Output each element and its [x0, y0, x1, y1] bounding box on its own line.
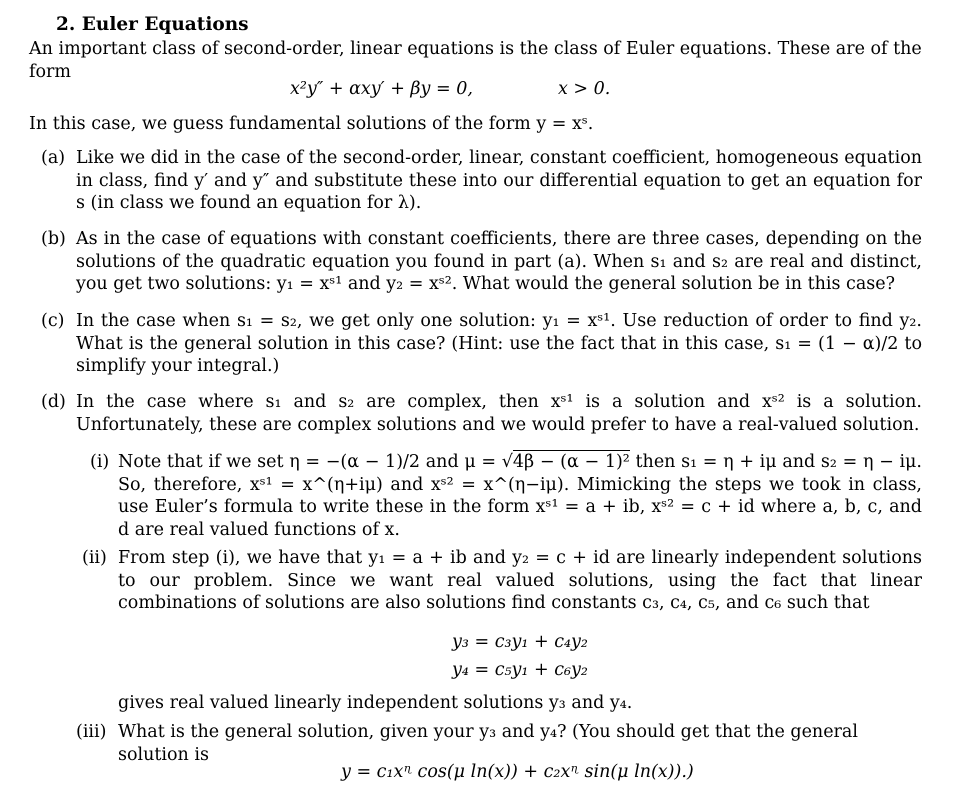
- part-b-label: (b): [41, 229, 66, 249]
- guess-paragraph: In this case, we guess fundamental solutions of the form y = xˢ.: [29, 114, 594, 134]
- part-a-text: Like we did in the case of the second-order, linear, constant coefficient, homogeneous equation in class, find y′ and y″ and substitute these into our differential equation to get an equation for s (in class we found an equation for λ).: [76, 148, 922, 213]
- subpart-ii-after: gives real valued linearly independent solutions y₃ and y₄.: [118, 693, 633, 713]
- part-c-text: In the case when s₁ = s₂, we get only one solution: y₁ = xˢ¹. Use reduction of order to find y₂. What is the general solution in this case? (Hint: use the fact that in this case, s₁ = (1 − α)/2 to simplify your integral.): [76, 311, 922, 376]
- subpart-ii-eq2: y₄ = c₅y₁ + c₆y₂: [452, 660, 588, 680]
- subpart-i-text: [118, 451, 922, 541]
- part-c-label: (c): [41, 311, 65, 331]
- subpart-i-text-2: then s₁ = η + iμ and s₂ = η − iμ. So, therefore, xˢ¹ = x^(η+iμ) and xˢ² = x^(η−iμ). Mimicking the steps we took in class, use Euler’s formula to write these in the form xˢ¹ = a + ib, xˢ² = c + id where a, b, c, and d are real valued functions of x.: [118, 452, 922, 540]
- final-equation: y = c₁xᶯ cos(μ ln(x)) + c₂xᶯ sin(μ ln(x)).): [341, 762, 694, 782]
- subpart-ii-text: From step (i), we have that y₁ = a + ib and y₂ = c + id are linearly independent solutions to our problem. Since we want real valued solutions, using the fact that linear combinations of solutions are also solutions find constants c₃, c₄, c₅, and c₆ such that: [118, 548, 922, 613]
- intro-paragraph: An important class of second-order, linear equations is the class of Euler equations. These are of the form: [29, 39, 922, 82]
- section-heading: [56, 14, 249, 37]
- main-condition: x > 0.: [558, 79, 611, 99]
- subpart-i-label: (i): [90, 452, 110, 472]
- part-d-label: (d): [41, 392, 66, 412]
- subpart-i-text-1: Note that if we set η = −(α − 1)/2 and μ = √: [118, 452, 513, 472]
- subpart-iii-label: (iii): [76, 722, 107, 742]
- subpart-ii-eq1: y₃ = c₃y₁ + c₄y₂: [452, 632, 588, 652]
- section-title: Euler Equations: [81, 14, 249, 35]
- part-a-label: (a): [41, 148, 66, 168]
- subpart-iii-text: What is the general solution, given your y₃ and y₄? (You should get that the general solution is: [118, 722, 858, 765]
- subpart-ii-label: (ii): [82, 548, 107, 568]
- part-d-text: In the case where s₁ and s₂ are complex, then xˢ¹ is a solution and xˢ² is a solution. Unfortunately, these are complex solutions and we would prefer to have a real-valued solution.: [76, 392, 922, 435]
- part-b-text: As in the case of equations with constant coefficients, there are three cases, depending on the solutions of the quadratic equation you found in part (a). When s₁ and s₂ are real and distinct, you get two solutions: y₁ = xˢ¹ and y₂ = xˢ². What would the general solution be in this case?: [76, 229, 922, 294]
- main-equation: x²y″ + αxy′ + βy = 0,: [290, 79, 473, 99]
- sqrt-radicand: 4β − (α − 1)²: [512, 452, 630, 472]
- section-number: 2.: [56, 14, 76, 35]
